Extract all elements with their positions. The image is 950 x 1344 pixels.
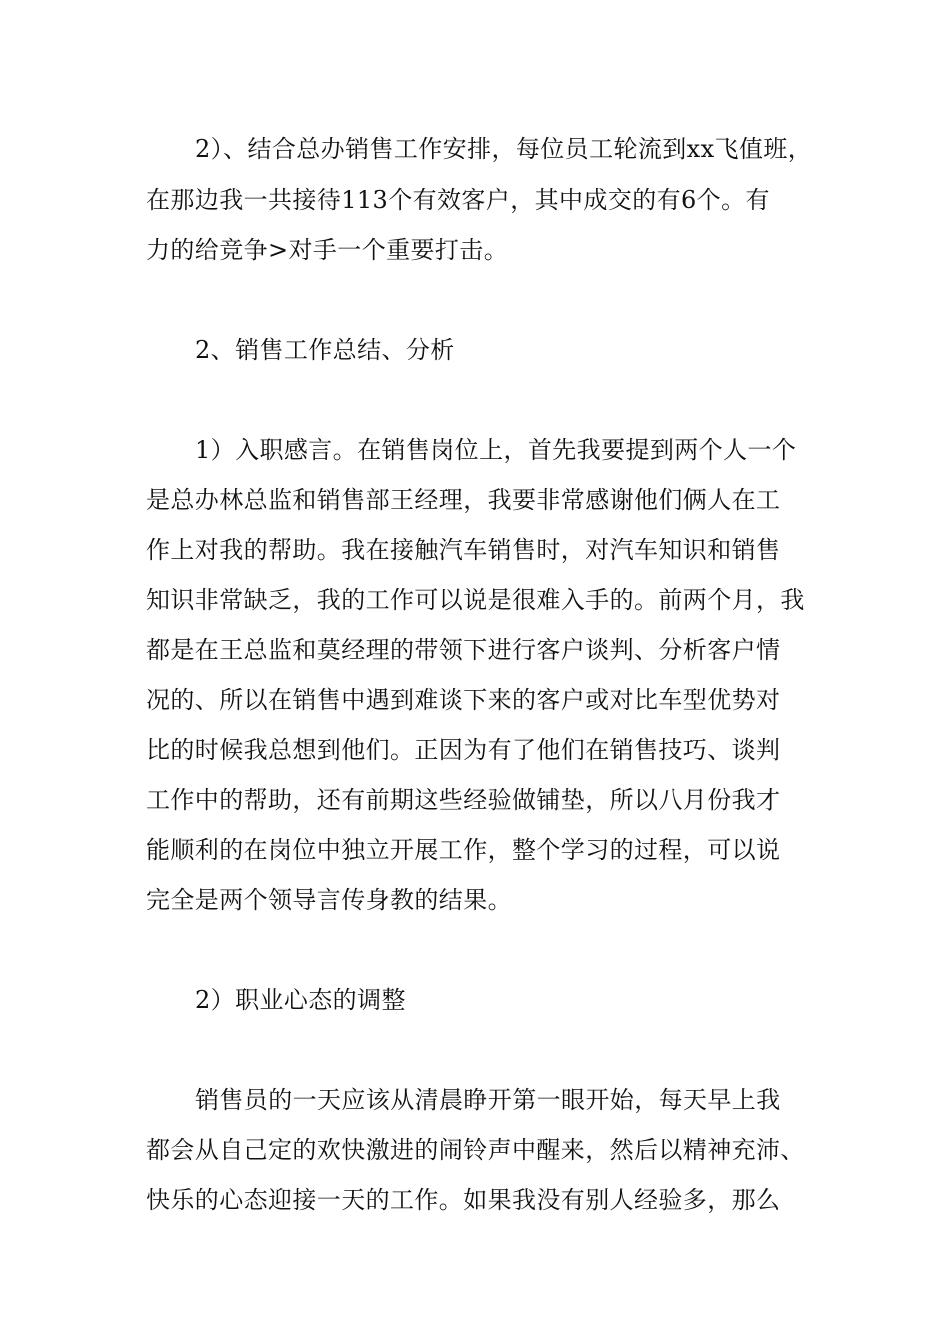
para-5-line-3: 快乐的心态迎接一天的工作。如果我没有别人经验多，那么 (146, 1186, 781, 1214)
para-1-line-1: 2）、结合总办销售工作安排，每位员工轮流到xx飞值班， (195, 135, 813, 163)
para-1-line-3: 力的给竞争>对手一个重要打击。 (146, 236, 509, 264)
para-3-line-5: 都是在王总监和莫经理的带领下进行客户谈判、分析客户情 (146, 636, 781, 664)
para-3-line-6: 况的、所以在销售中遇到难谈下来的客户或对比车型优势对 (146, 686, 781, 714)
para-3-line-9: 能顺利的在岗位中独立开展工作，整个学习的过程，可以说 (146, 836, 781, 864)
para-3-line-2: 是总办林总监和销售部王经理，我要非常感谢他们俩人在工 (146, 486, 781, 514)
para-3-line-10: 完全是两个领导言传身教的结果。 (146, 886, 512, 914)
para-3-line-8: 工作中的帮助，还有前期这些经验做铺垫，所以八月份我才 (146, 786, 781, 814)
para-3-line-4: 知识非常缺乏，我的工作可以说是很难入手的。前两个月，我 (146, 586, 805, 614)
para-5-line-2: 都会从自己定的欢快激进的闹铃声中醒来，然后以精神充沛、 (146, 1136, 805, 1164)
para-1-line-2: 在那边我一共接待113个有效客户，其中成交的有6个。有 (146, 186, 770, 214)
subheading: 2）职业心态的调整 (195, 986, 406, 1014)
para-5-line-1: 销售员的一天应该从清晨睁开第一眼开始，每天早上我 (195, 1086, 781, 1114)
section-heading: 2、销售工作总结、分析 (195, 336, 455, 364)
para-3-line-1: 1）入职感言。在销售岗位上，首先我要提到两个人一个 (195, 436, 797, 464)
para-3-line-7: 比的时候我总想到他们。正因为有了他们在销售技巧、谈判 (146, 736, 781, 764)
para-3-line-3: 作上对我的帮助。我在接触汽车销售时，对汽车知识和销售 (146, 536, 781, 564)
